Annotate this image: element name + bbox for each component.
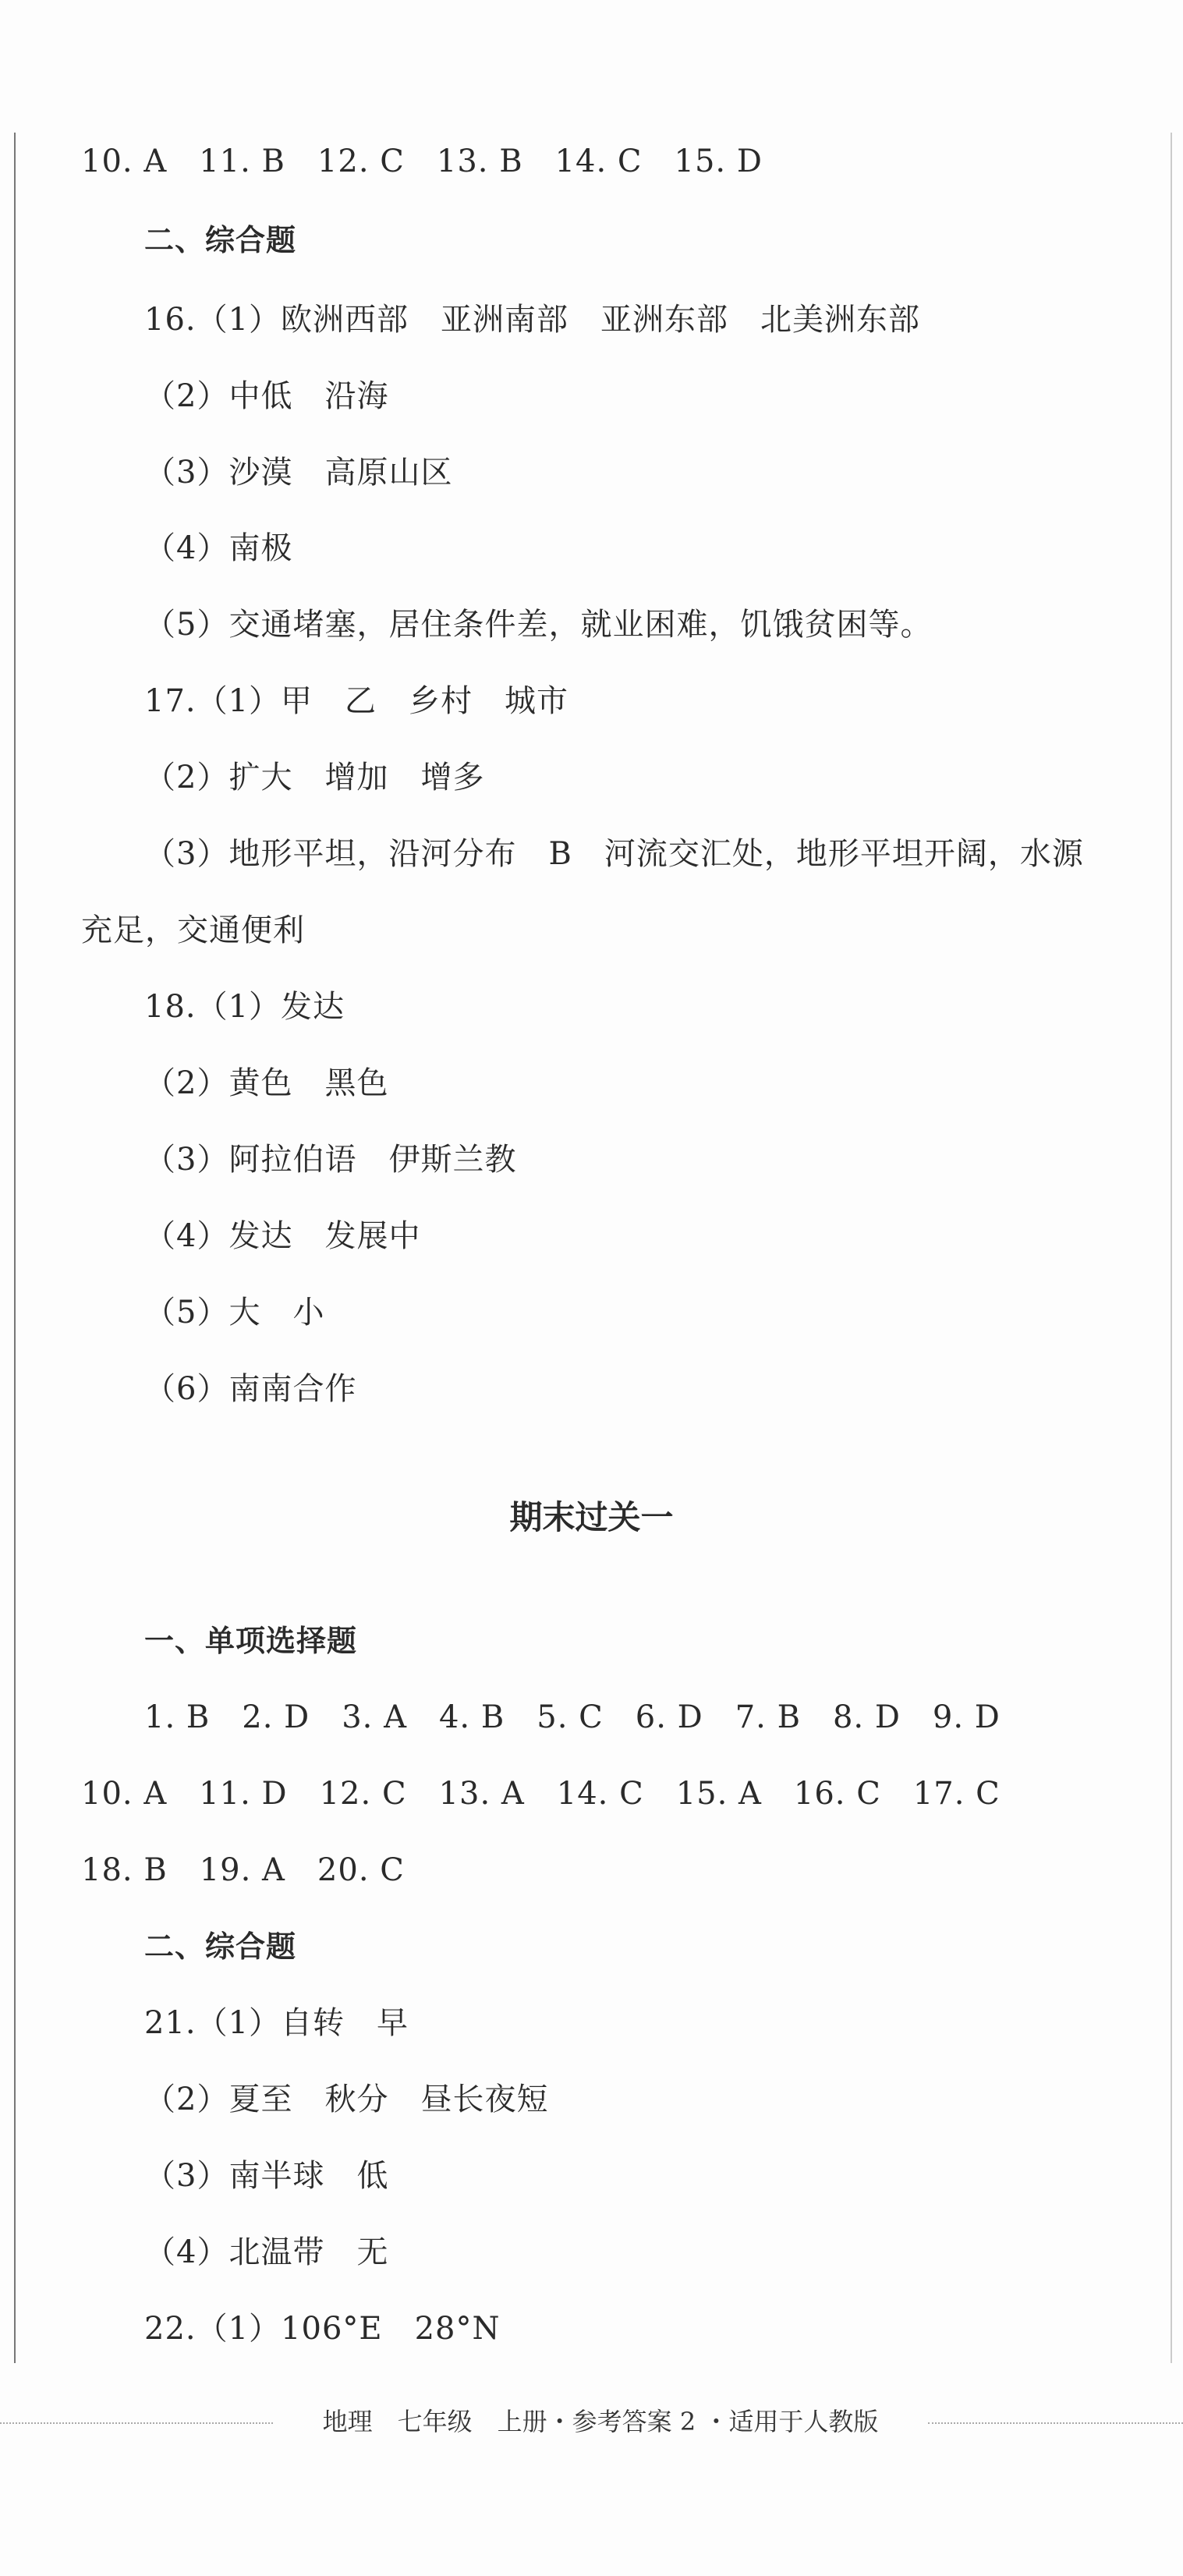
section-heading-comprehensive-2: 二、综合题	[144, 1929, 297, 1964]
answer-16-3: （3）沙漠 高原山区	[144, 455, 453, 491]
answer-16-2: （2）中低 沿海	[144, 378, 389, 414]
answer-17-3: （3）地形平坦，沿河分布 B 河流交汇处，地形平坦开阔，水源	[144, 836, 1084, 872]
right-margin-rule	[1171, 133, 1172, 2363]
answers-10-17: 10. A 11. D 12. C 13. A 14. C 15. A 16. C 17. C	[81, 1776, 1001, 1812]
answer-22-1: 22.（1）106°E 28°N	[144, 2311, 501, 2347]
answer-21-1: 21.（1）自转 早	[144, 2005, 409, 2041]
answer-16-4: （4）南极	[144, 530, 293, 566]
answer-21-4: （4）北温带 无	[144, 2234, 389, 2270]
footer-dotted-rule-left	[0, 2422, 273, 2424]
answer-18-5: （5）大 小	[144, 1295, 325, 1331]
answers-18-20: 18. B 19. A 20. C	[81, 1852, 405, 1888]
answer-18-4: （4）发达 发展中	[144, 1218, 421, 1254]
answer-18-1: 18.（1）发达	[144, 989, 345, 1025]
answer-18-3: （3）阿拉伯语 伊斯兰教	[144, 1142, 517, 1178]
page-footer: 地理 七年级 上册・参考答案 2 ・适用于人教版	[322, 2407, 879, 2436]
answers-1-9: 1. B 2. D 3. A 4. B 5. C 6. D 7. B 8. D 9. D	[144, 1699, 1001, 1735]
section-heading-single-choice: 一、单项选择题	[144, 1624, 358, 1658]
answer-18-6: （6）南南合作	[144, 1371, 357, 1407]
answers-10-15: 10. A 11. B 12. C 13. B 14. C 15. D	[81, 144, 763, 179]
left-margin-rule	[14, 133, 16, 2363]
answer-16-1: 16.（1）欧洲西部 亚洲南部 亚洲东部 北美洲东部	[144, 302, 921, 338]
section-heading-comprehensive: 二、综合题	[144, 223, 297, 257]
answer-17-2: （2）扩大 增加 增多	[144, 760, 485, 795]
answer-21-3: （3）南半球 低	[144, 2158, 389, 2194]
answer-17-1: 17.（1）甲 乙 乡村 城市	[144, 683, 569, 719]
footer-dotted-rule-right	[928, 2422, 1183, 2424]
answer-18-2: （2）黄色 黑色	[144, 1065, 389, 1101]
section-title-final-review-1: 期末过关一	[509, 1498, 674, 1536]
answer-21-2: （2）夏至 秋分 昼长夜短	[144, 2082, 549, 2117]
answer-16-5: （5）交通堵塞，居住条件差，就业困难，饥饿贫困等。	[144, 607, 933, 643]
answer-17-3-continued: 充足，交通便利	[81, 912, 305, 948]
